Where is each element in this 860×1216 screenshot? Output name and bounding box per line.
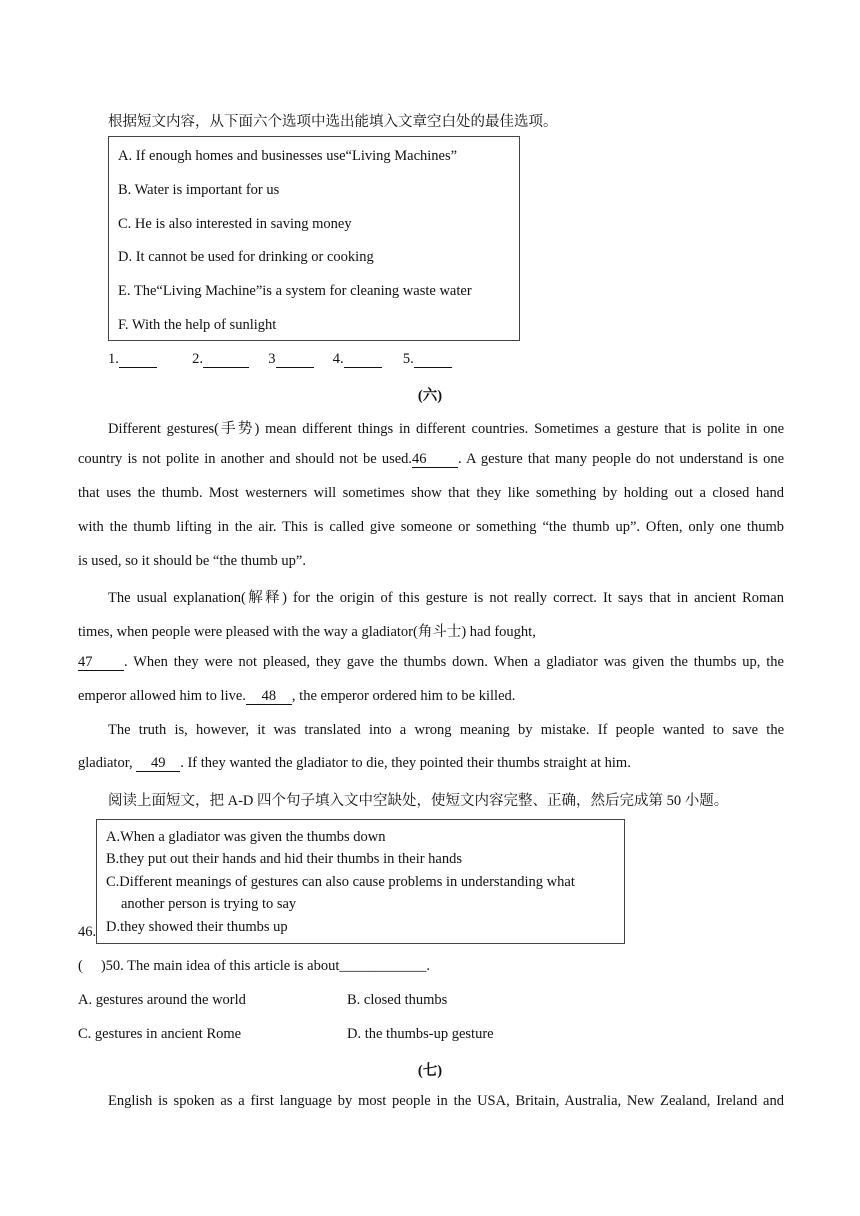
paragraph-line: with the thumb lifting in the air. This is called give someone or something “the thumb up”. Often, only one thumb: [78, 519, 784, 535]
answer-label-1: 1.: [108, 351, 119, 367]
question-number: 46.: [78, 924, 97, 940]
text-span: . When they were not pleased, they gave the thumbs down. When a gladiator was given the thumbs up, the: [124, 654, 784, 670]
choice-b[interactable]: B. closed thumbs: [347, 992, 448, 1008]
text-span: . A gesture that many people do not understand is one: [458, 451, 784, 467]
option-e: E. The“Living Machine”is a system for cleaning waste water: [118, 283, 472, 299]
blank-46[interactable]: 46: [412, 452, 458, 468]
instruction-text: 阅读上面短文，把 A-D 四个句子填入文中空缺处，使短文内容完整、正确，然后完成第 50 小题。: [108, 793, 729, 809]
paragraph-line: [78, 654, 784, 671]
choice-a[interactable]: A. gestures around the world: [78, 992, 246, 1008]
section-heading: (六): [417, 388, 443, 404]
option-b: B.they put out their hands and hid their thumbs in their hands: [106, 851, 463, 867]
blank-48[interactable]: 48: [246, 689, 292, 705]
answer-blank-2[interactable]: [203, 352, 249, 368]
answer-label-2: 2.: [192, 351, 203, 367]
text-span: , the emperor ordered him to be killed.: [291, 688, 516, 704]
question-stem: )50. The main idea of this article is about: [100, 958, 340, 974]
blank-49[interactable]: 49: [136, 756, 180, 772]
text-span: . If they wanted the gladiator to die, they pointed their thumbs straight at him.: [180, 755, 631, 771]
answer-paren: (: [78, 958, 83, 974]
option-a: A.When a gladiator was given the thumbs down: [106, 829, 386, 845]
paragraph-line: times, when people were pleased with the way a gladiator(角斗士) had fought,: [78, 624, 536, 640]
paragraph-line: [78, 755, 784, 772]
option-a: A. If enough homes and businesses use“Living Machines”: [118, 148, 458, 164]
section-heading: (七): [417, 1063, 443, 1079]
answer-blank-5[interactable]: [414, 352, 452, 368]
option-c: C.Different meanings of gestures can also cause problems in understanding what: [106, 874, 575, 890]
blank-47[interactable]: 47: [78, 655, 124, 671]
choice-c[interactable]: C. gestures in ancient Rome: [78, 1026, 242, 1042]
options-box: [96, 819, 625, 944]
text-span: country is not polite in another and should not be used.: [78, 451, 413, 467]
choice-d[interactable]: D. the thumbs-up gesture: [347, 1026, 494, 1042]
answer-blank-3[interactable]: [276, 352, 314, 368]
paragraph-line: that uses the thumb. Most westerners will sometimes show that they like something by holding out a closed hand: [78, 485, 784, 501]
text-span: emperor allowed him to live.: [78, 688, 246, 704]
question-50: [78, 958, 430, 975]
option-c: C. He is also interested in saving money: [118, 216, 352, 232]
paragraph-line: The truth is, however, it was translated into a wrong meaning by mistake. If people wanted to save the: [108, 722, 784, 738]
option-b: B. Water is important for us: [118, 182, 280, 198]
option-c-continued: another person is trying to say: [121, 896, 297, 912]
option-d: D. It cannot be used for drinking or cooking: [118, 249, 374, 265]
instruction-text: 根据短文内容，从下面六个选项中选出能填入文章空白处的最佳选项。: [108, 114, 558, 130]
answer-blanks-row: [108, 351, 452, 368]
paragraph-line: English is spoken as a first language by most people in the USA, Britain, Australia, New Zealand, Ireland and: [108, 1093, 784, 1109]
paragraph-line: Different gestures(手势) mean different things in different countries. Sometimes a gesture that is polite in one: [108, 421, 784, 437]
answer-label-4: 4.: [332, 351, 344, 367]
answer-blank-4[interactable]: [344, 352, 382, 368]
text-span: gladiator,: [78, 755, 133, 771]
question-end: .: [426, 958, 430, 974]
answer-blank-1[interactable]: [119, 352, 157, 368]
paragraph-line: [78, 451, 784, 468]
option-f: F. With the help of sunlight: [118, 317, 277, 333]
answer-label-3: 3: [268, 351, 276, 367]
question-blank: ____________: [339, 958, 427, 974]
paragraph-line: [78, 688, 784, 705]
paragraph-line: The usual explanation(解释) for the origin of this gesture is not really correct. It says that in ancient Roman: [108, 590, 784, 606]
option-d: D.they showed their thumbs up: [106, 919, 288, 935]
paragraph-line: is used, so it should be “the thumb up”.: [78, 553, 306, 569]
options-box: [108, 136, 520, 341]
answer-label-5: 5.: [402, 351, 414, 367]
